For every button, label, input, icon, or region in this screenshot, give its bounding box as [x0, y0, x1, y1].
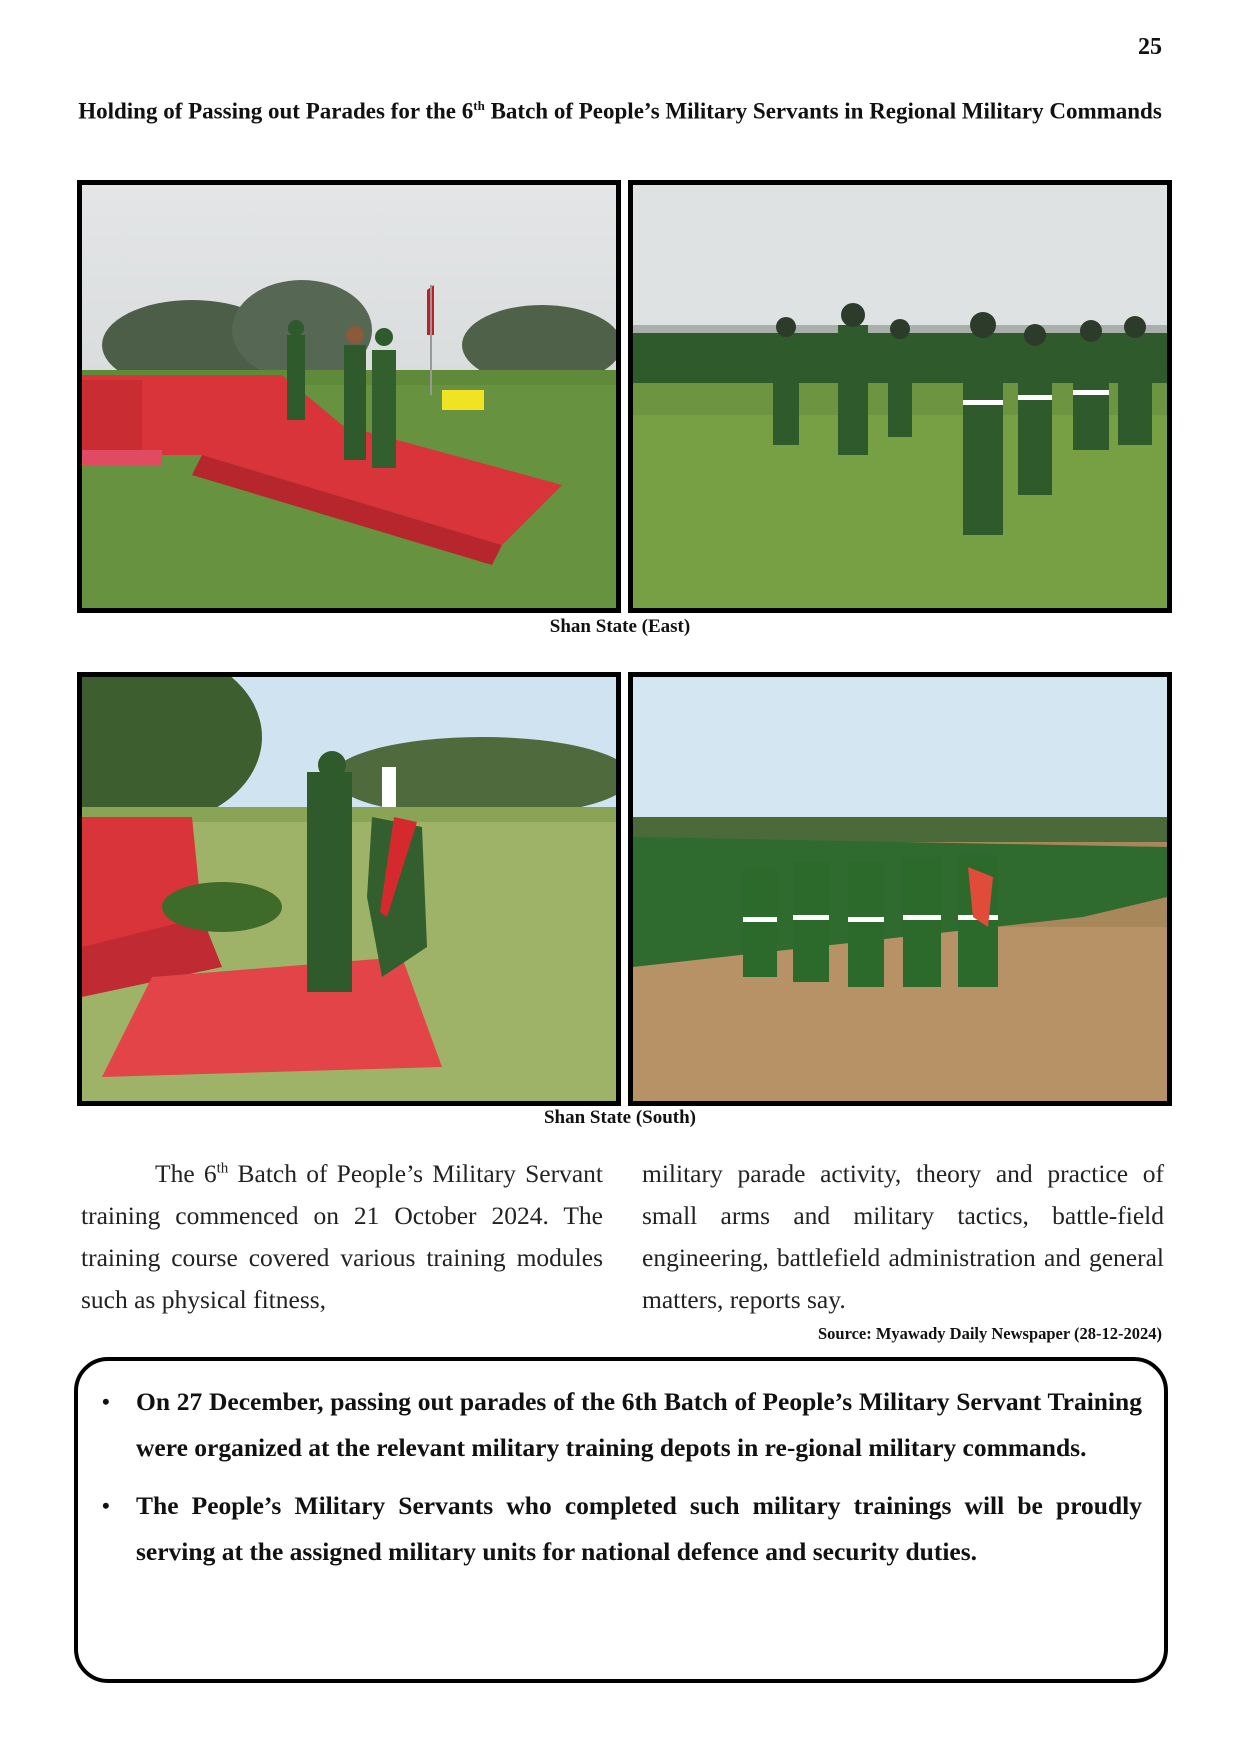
- highlight-item: [100, 1483, 1142, 1575]
- photo-troops-marching-south: [628, 672, 1172, 1106]
- highlight-text: The People’s Military Servants who completed such military trainings will be proudly serving at the assigned military units for national defence and security duties.: [136, 1491, 1142, 1566]
- title-superscript: th: [473, 98, 485, 113]
- article-superscript: th: [216, 1160, 229, 1177]
- photo-caption-shan-east: Shan State (East): [549, 616, 691, 637]
- article-text-part1: The 6: [155, 1159, 217, 1188]
- page-number: 25: [1138, 34, 1162, 60]
- highlight-text: On 27 December, passing out parades of the 6th Batch of People’s Military Servant Training were organized at the relevant military training depots in re-gional military commands.: [136, 1387, 1142, 1462]
- photo-scene-3: [82, 677, 616, 1101]
- article-text-part2: Batch of People’s Military Servant training commenced on 21 October 2024. The training course covered various training modules such as physical fitness,: [81, 1159, 603, 1314]
- article-column-right: [642, 1153, 1164, 1321]
- source-credit: Source: Myawady Daily Newspaper (28-12-2024): [817, 1324, 1162, 1343]
- title-text-part2: Batch of People’s Military Servants in Regional Military Commands: [484, 98, 1162, 124]
- bullet-icon: •: [102, 1493, 110, 1518]
- title-text-part1: Holding of Passing out Parades for the 6: [78, 98, 474, 124]
- photo-award-presentation-east: [77, 180, 621, 613]
- article-column-left: [81, 1153, 603, 1321]
- highlight-item: [100, 1379, 1142, 1471]
- photo-scene-2: [633, 185, 1167, 608]
- article-paragraph: [81, 1153, 603, 1321]
- article-paragraph-continued: military parade activity, theory and practice of small arms and military tactics, battle-field engineering, battlefield administration and general matters, reports say.: [642, 1159, 1164, 1314]
- photo-scene-1: [82, 185, 616, 608]
- highlights-box: [74, 1357, 1168, 1683]
- photo-scene-4: [633, 677, 1167, 1101]
- photo-caption-shan-south: Shan State (South): [543, 1107, 697, 1128]
- photo-award-presentation-south: [77, 672, 621, 1106]
- photo-troops-standing-east: [628, 180, 1172, 613]
- page-title: [70, 92, 1170, 125]
- bullet-icon: •: [102, 1389, 110, 1414]
- highlights-list: [100, 1379, 1142, 1575]
